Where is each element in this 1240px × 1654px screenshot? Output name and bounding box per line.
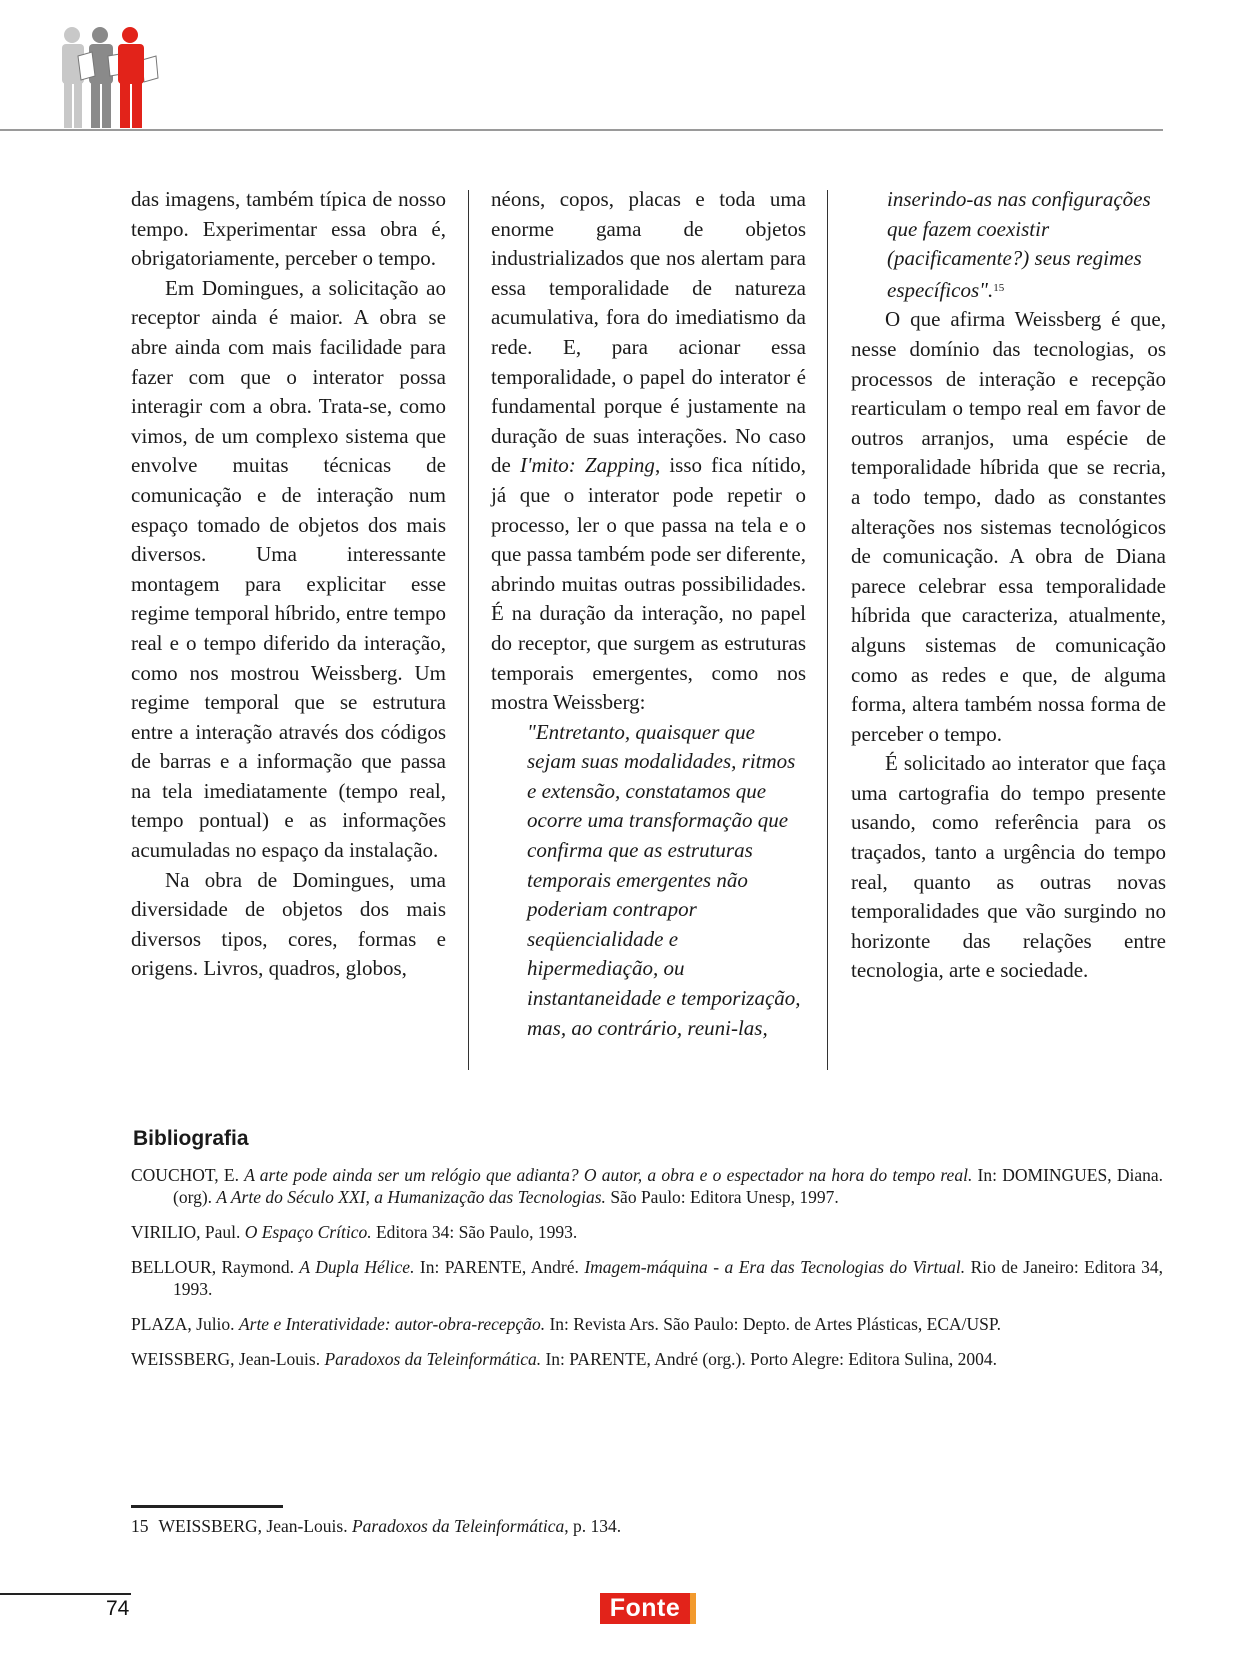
paragraph: O que afirma Weissberg é que, nesse domínio das tecnologias, os processos de interação e recepção rearticulam o tempo real em favor de outros arranjos, uma espécie de temporalidade híbrida que se recria, a todo tempo, dado as constantes alterações nos sistemas tecnológicos de comunicação. A obra de Diana parece celebrar essa temporalidade híbrida que caracteriza, atualmente, alguns sistemas de comunicação como as redes e que, de alguma forma, altera também nossa forma de perceber o tempo. — [851, 307, 1166, 746]
entry-title: A arte pode ainda ser um relógio que adianta? O autor, a obra e o espectador na hora do tempo real. — [244, 1165, 973, 1185]
paragraph-text: , isso fica nítido, já que o interator pode repetir o processo, ler o que passa na tela e o que passa também pode ser diferente, abrindo muitas outras possibilidades. É na duração da interação, no papel do receptor, que surgem as estruturas temporais emergentes, como nos mostra Weissberg: — [491, 453, 807, 715]
entry-author: WEISSBERG, Jean-Louis. — [131, 1349, 325, 1369]
bibliography-list — [131, 1164, 1163, 1383]
paragraph-text: néons, copos, placas e toda uma enorme gama de objetos industrializados que nos alertam para essa temporalidade de natureza acumulativa, fora do imediatismo da rede. E, para acionar essa temporalidade, o papel do interator é fundamental porque é justamente na duração de suas interações. No caso de — [491, 187, 806, 478]
entry-title: Arte e Interatividade: autor-obra-recepção. — [238, 1314, 546, 1334]
three-people-figures-icon — [58, 26, 166, 130]
quote-text: inserindo-as nas configurações que fazem coexistir (pacificamente?) seus regimes específicos". — [887, 187, 1151, 302]
entry-author: VIRILIO, Paul. — [131, 1222, 245, 1242]
paragraph: das imagens, também típica de nosso tempo. Experimentar essa obra é, obrigatoriamente, perceber o tempo. — [131, 187, 446, 271]
entry-text: Editora 34: São Paulo, 1993. — [371, 1222, 578, 1242]
entry-text: In: PARENTE, André (org.). Porto Alegre: Editora Sulina, 2004. — [541, 1349, 998, 1369]
entry-text: In: Revista Ars. São Paulo: Depto. de Artes Plásticas, ECA/USP. — [545, 1314, 1002, 1334]
entry-title: Paradoxos da Teleinformática. — [324, 1349, 542, 1369]
entry-text: In: DOMINGUES, Diana. (org). — [173, 1165, 1164, 1207]
footnote-rule — [131, 1505, 283, 1508]
text-column-1 — [131, 185, 446, 984]
bibliography-entry — [131, 1256, 1163, 1300]
block-quote: "Entretanto, quaisquer que sejam suas modalidades, ritmos e extensão, constatamos que ocorre uma transformação que confirma que as estruturas temporais emergentes não poderiam contrapor seqüencialidade e hipermediação, ou instantaneidade e temporização, mas, ao contrário, reuni-las, — [527, 719, 801, 1040]
bibliography-entry — [131, 1221, 1163, 1243]
entry-title: O Espaço Crítico. — [244, 1222, 372, 1242]
footnote-reference[interactable]: 15 — [993, 281, 1005, 294]
bibliography-entry — [131, 1164, 1163, 1208]
paragraph: Em Domingues, a solicitação ao receptor ainda é maior. A obra se abre ainda com mais facilidade para fazer com que o interator possa interagir com a obra. Trata-se, como vimos, de um complexo sistema que envolve muitas técnicas de comunicação e de interação num espaço tomado de objetos dos mais diversos. Uma interessante montagem para explicitar esse regime temporal híbrido, entre tempo real e o tempo diferido da interação, como nos mostrou Weissberg. Um regime temporal que se estrutura entre a interação através dos códigos de barras e a informação que passa na tela imediatamente (tempo real, tempo pontual) e as informações acumuladas no espaço da instalação. — [131, 275, 446, 863]
entry-author: BELLOUR, Raymond. — [131, 1257, 300, 1277]
bibliography-entry — [131, 1313, 1163, 1335]
figure-red — [118, 27, 144, 128]
block-quote-continued — [851, 185, 1166, 305]
figure-dark-grey — [89, 27, 113, 128]
entry-text: In: PARENTE, André. — [414, 1257, 585, 1277]
bibliography-heading: Bibliografia — [133, 1127, 249, 1150]
text-column-3 — [851, 185, 1166, 986]
footnote-number: 15 — [131, 1516, 149, 1536]
paragraph: É solicitado ao interator que faça uma cartografia do tempo presente usando, como referência para os traçados, tanto a urgência do tempo real, quanto as outras novas temporalidades que vão surgindo no horizonte das relações entre tecnologia, arte e sociedade. — [851, 751, 1166, 983]
entry-author: COUCHOT, E. — [131, 1165, 245, 1185]
entry-text: São Paulo: Editora Unesp, 1997. — [605, 1187, 839, 1207]
footnote — [131, 1516, 621, 1537]
header-rule — [0, 129, 1163, 131]
entry-text: Rio de Janeiro: Editora 34, 1993. — [173, 1257, 1163, 1299]
column-divider — [827, 190, 828, 1070]
footnote-author: WEISSBERG, Jean-Louis. — [158, 1516, 352, 1536]
footnote-rest: , p. 134. — [564, 1516, 622, 1536]
paragraph — [491, 185, 806, 718]
work-title: I'mito: Zapping — [519, 453, 655, 478]
footnote-title: Paradoxos da Teleinformática — [351, 1516, 565, 1536]
entry-title: A Dupla Hélice. — [299, 1257, 415, 1277]
entry-title: A Arte do Século XXI, a Humanização das Tecnologias. — [216, 1187, 606, 1207]
brand-logo: Fonte — [600, 1593, 696, 1624]
entry-title: Imagem-máquina - a Era das Tecnologias do Virtual. — [584, 1257, 966, 1277]
paragraph: Na obra de Domingues, uma diversidade de objetos dos mais diversos tipos, cores, formas e origens. Livros, quadros, globos, — [131, 867, 446, 981]
text-column-2 — [491, 185, 806, 1043]
bibliography-entry — [131, 1348, 1163, 1370]
page-number: 74 — [106, 1597, 130, 1620]
column-divider — [468, 190, 469, 1070]
entry-author: PLAZA, Julio. — [131, 1314, 239, 1334]
footer-rule — [0, 1593, 131, 1595]
